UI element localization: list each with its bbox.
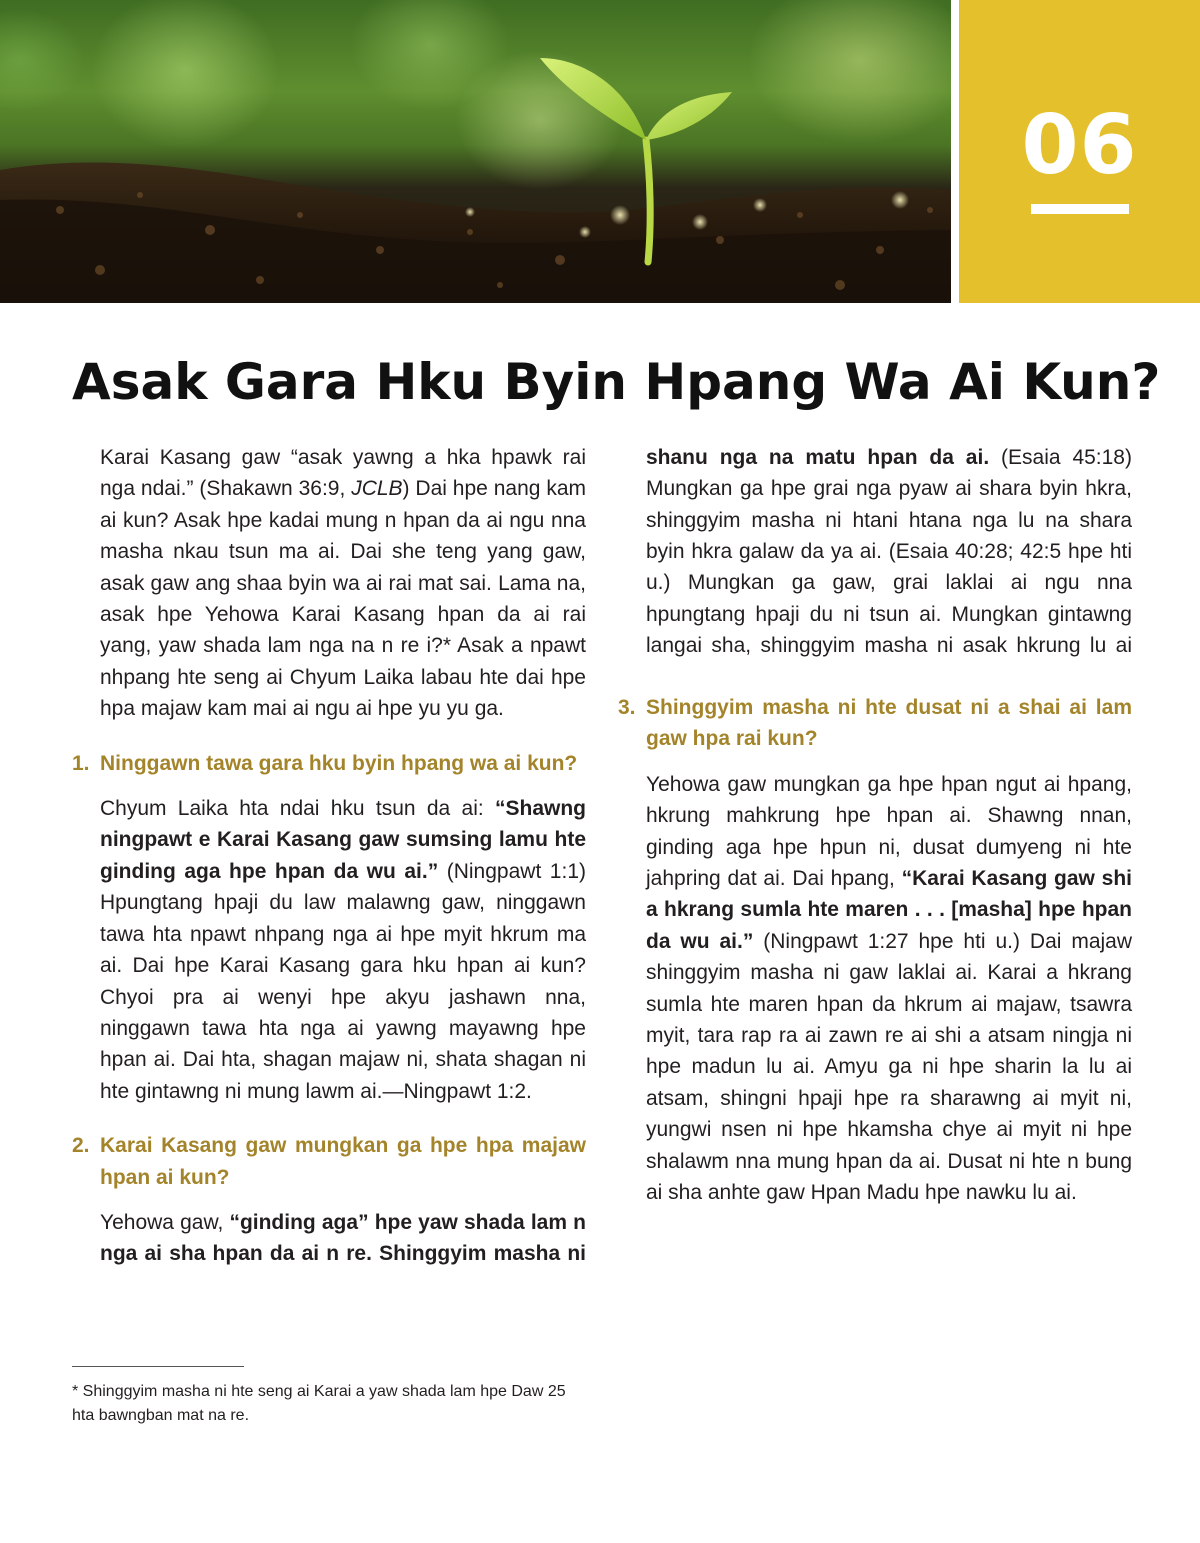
reference-italic: JCLB (351, 477, 403, 501)
footnote: * Shinggyim masha ni hte seng ai Karai a yaw shada lam hpe Daw 25 hta bawngban mat na re. (72, 1383, 566, 1424)
answer-2-continued: shanu nga na matu hpan da ai. (Esaia 45:18) Mungkan ga hpe grai nga pyaw ai shara byin hkra, shinggyim masha ni htani htana nga lu na shara byin hkra galaw da ya ai. (Esaia 40:28; 42:5 hpe hti u.) Mungkan ga gaw, grai laklai ai ngu nna hpungtang hpaji du ni tsun ai. Mungkan gintawng langai sha, shinggyim masha ni asak hkrung lu ai (646, 445, 1132, 658)
answer-1: Chyum Laika hta ndai hku tsun da ai: “Shawng ningpawt e Karai Kasang gaw sumsing lamu hte ginding aga hpe hpan da wu ai.” (Ningpawt 1:1) Hpungtang hpaji du law malawng gaw, ninggawn tawa hta npawt nhpang nga ai hpe myit hkrum ma ai. Dai hpe Karai Kasang gara hku hpan ai kun? Chyoi pra ai wenyi hpe akyu jashawn nna, ninggawn tawa hta nga ai yawng mayawng hpe hpan ai. Dai hta, shagan majaw ni, shata shagan ni hte gintawng ni mung lawm ai.—Ningpawt 1:2. (100, 797, 586, 1103)
chapter-number: 06 (1021, 98, 1138, 193)
answer-2: Yehowa gaw, “ginding aga” hpe yaw shada lam n nga ai sha hpan da ai n re. Shinggyim masha ni (100, 1210, 586, 1266)
question-1: 1. Ninggawn tawa gara hku byin hpang wa ai kun? (72, 751, 578, 775)
left-column (72, 442, 586, 1270)
answer-3: Yehowa gaw mungkan ga hpe hpan ngut ai hpang, hkrung mahkrung hpe hpan ai. Shawng nnan, ginding aga hpe hpun ni, dusat dumyeng ni hte jahpring dat ai. Dai hpang, “Karai Kasang gaw shi a hkrang sumla hte maren . . . [masha] hpe hpan da wu ai.” (Ningpawt 1:27 hpe hti u.) Dai majaw shinggyim masha ni gaw laklai ai. Karai a hkrang sumla hte maren hpan da hkrum ai majaw, tsawra myit, tara rap ra ai zawn re ai shi a atsam ningja ni hpe madun lu ai. Amyu ga ni hpe sharin la lu ai atsam, shingni hpaji hpe ra sharawng ai myit ni, yungwi nsen ni hpe hkamsha chye ai myit ni hpe shalawm nna mung hpan da ai. Dusat ni hte n bung ai sha anhte gaw Hpan Madu hpe nawku lu ai. (646, 772, 1133, 1205)
right-column (618, 442, 1133, 1209)
question-2: 2. Karai Kasang gaw mungkan ga hpe hpa majaw hpan ai kun? (72, 1134, 586, 1189)
hero-image (0, 0, 951, 303)
page-title: Asak Gara Hku Byin Hpang Wa Ai Kun? (72, 353, 1161, 411)
intro-paragraph: Karai Kasang gaw “asak yawng a hka hpawk rai nga ndai.” (Shakawn 36:9, JCLB) Dai hpe nang kam ai kun? Asak hpe kadai mung n hpan da ai ngu nna masha nkau tsun ma ai. Dai she teng yang gaw, asak gaw ang shaa byin wa ai rai mat sai. Lama na, asak hpe Yehowa Karai Kasang hpan da ai rai yang, yaw shada lam nga na n re i?* Asak a npawt nhpang hte seng ai Chyum Laika labau hte dai hpe hpa majaw kam mai ai ngu ai hpe yu yu ga. (100, 446, 586, 721)
seedling-illustration (0, 0, 951, 303)
chapter-underline (1031, 204, 1129, 214)
question-3: 3. Shinggyim masha ni hte dusat ni a shai ai lam gaw hpa rai kun? (618, 696, 1132, 751)
footnote-divider (72, 1366, 244, 1367)
chapter-badge (959, 0, 1200, 303)
